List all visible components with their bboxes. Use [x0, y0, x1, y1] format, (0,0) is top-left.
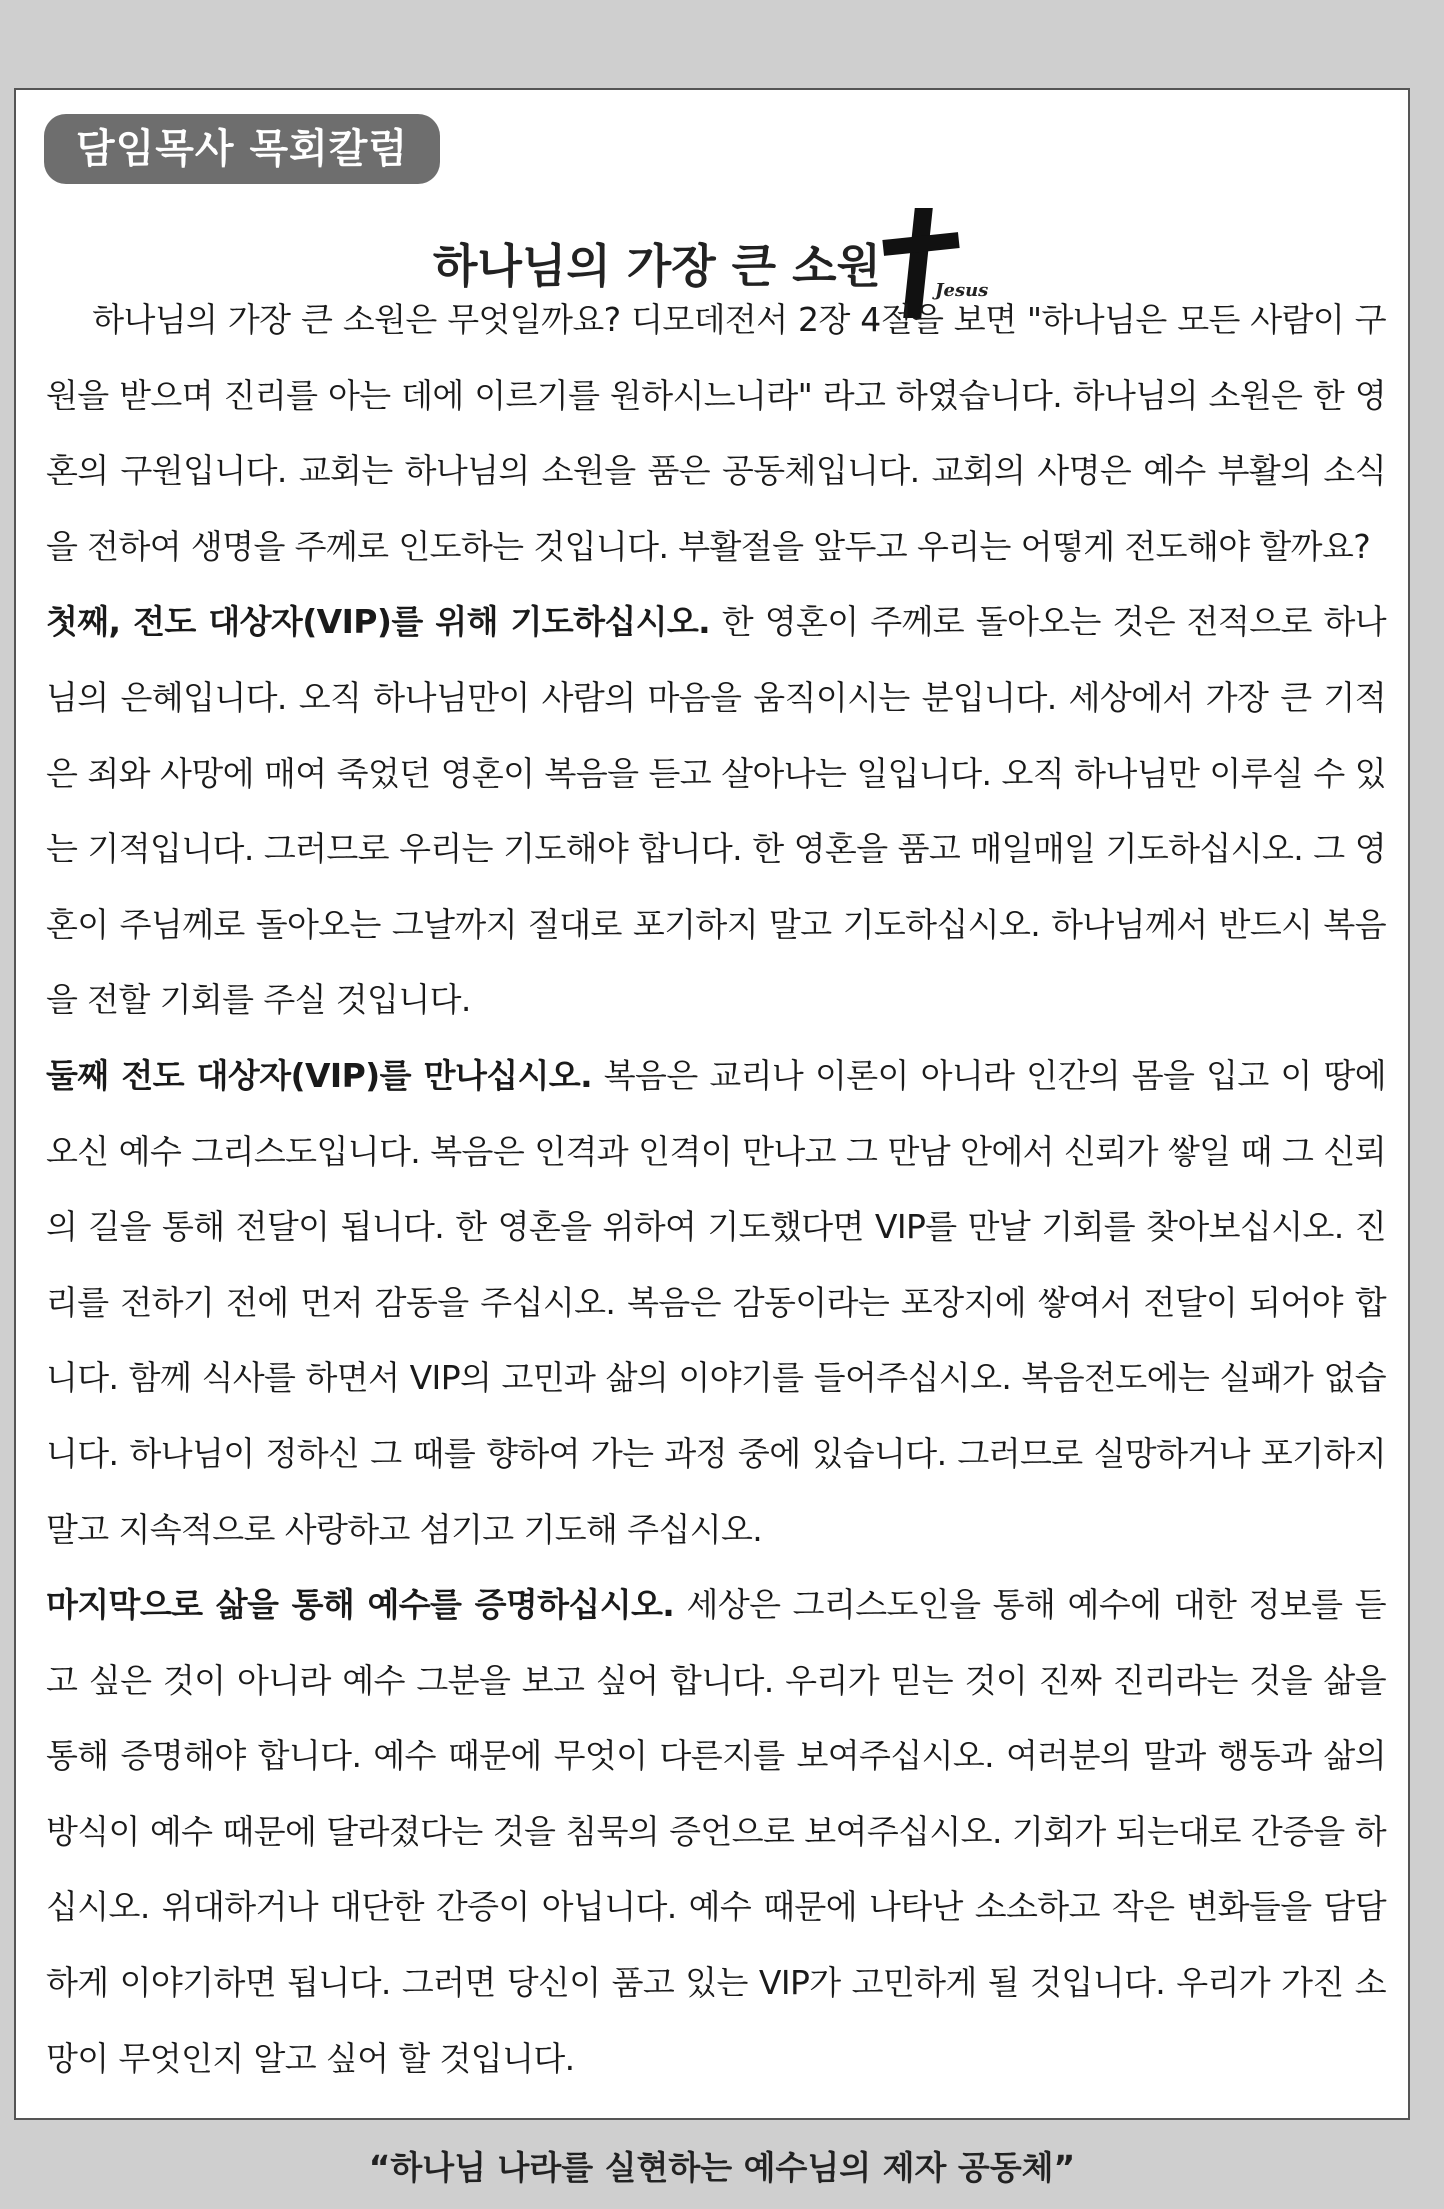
section-text-2: 복음은 교리나 이론이 아니라 인간의 몸을 입고 이 땅에 오신 예수 그리스도입니다. 복음은 인격과 인격이 만나고 그 만남 안에서 신뢰가 쌓일 때 그 신뢰의 길을 통해 전달이 됩니다. 한 영혼을 위하여 기도했다면 VIP를 만날 기회를 찾아보십시오. 진리를 전하기 전에 먼저 감동을 주십시오. 복음은 감동이라는 포장지에 쌓여서 전달이 되어야 합니다. 함께 식사를 하면서 VIP의 고민과 삶의 이야기를 들어주십시오. 복음전도에는 실패가 없습니다. 하나님이 정하신 그 때를 향하여 가는 과정 중에 있습니다. 그러므로 실망하거나 포기하지 말고 지속적으로 사랑하고 섬기고 기도해 주십시오. — [46, 1055, 1387, 1549]
section-text-3: 세상은 그리스도인을 통해 예수에 대한 정보를 듣고 싶은 것이 아니라 예수 그분을 보고 싶어 합니다. 우리가 믿는 것이 진짜 진리라는 것을 삶을 통해 증명해야 합니다. 예수 때문에 무엇이 다른지를 보여주십시오. 여러분의 말과 행동과 삶의 방식이 예수 때문에 달라졌다는 것을 침묵의 증언으로 보여주십시오. 기회가 되는대로 간증을 하십시오. 위대하거나 대단한 간증이 아닙니다. 예수 때문에 나타난 소소하고 작은 변화들을 담담하게 이야기하면 됩니다. 그러면 당신이 품고 있는 VIP가 고민하게 될 것입니다. 우리가 가진 소망이 무엇인지 알고 싶어 할 것입니다. — [46, 1585, 1386, 2078]
article-body — [46, 282, 1386, 2096]
article-title: 하나님의 가장 큰 소원 — [433, 239, 881, 293]
section-heading-3: 마지막으로 삶을 통해 예수를 증명하십시오. — [46, 1585, 675, 1625]
section-paragraph-2 — [46, 1038, 1386, 1567]
cross-label: Jesus — [934, 280, 989, 301]
section-heading-1: 첫째, 전도 대상자(VIP)를 위해 기도하십시오. — [46, 602, 711, 642]
section-text-1: 한 영혼이 주께로 돌아오는 것은 전적으로 하나님의 은혜입니다. 오직 하나님만이 사람의 마음을 움직이시는 분입니다. 세상에서 가장 큰 기적은 죄와 사망에 매여 죽었던 영혼이 복음을 듣고 살아나는 일입니다. 오직 하나님만 이루실 수 있는 기적입니다. 그러므로 우리는 기도해야 합니다. 한 영혼을 품고 매일매일 기도하십시오. 그 영혼이 주님께로 돌아오는 그날까지 절대로 포기하지 말고 기도하십시오. 하나님께서 반드시 복음을 전할 기회를 주실 것입니다. — [46, 602, 1387, 1020]
footer-motto: “하나님 나라를 실현하는 예수님의 제자 공동체” — [368, 2148, 1076, 2187]
section-paragraph-3 — [46, 1567, 1386, 2096]
column-panel — [14, 88, 1410, 2120]
section-heading-2: 둘째 전도 대상자(VIP)를 만나십시오. — [46, 1055, 593, 1095]
column-badge: 담임목사 목회칼럼 — [44, 114, 440, 184]
section-paragraph-1 — [46, 584, 1386, 1038]
intro-paragraph: 하나님의 가장 큰 소원은 무엇일까요? 디모데전서 2장 4절을 보면 "하나님은 모든 사람이 구원을 받으며 진리를 아는 데에 이르기를 원하시느니라" 라고 하였습니다. 하나님의 소원은 한 영혼의 구원입니다. 교회는 하나님의 소원을 품은 공동체입니다. 교회의 사명은 예수 부활의 소식을 전하여 생명을 주께로 인도하는 것입니다. 부활절을 앞두고 우리는 어떻게 전도해야 할까요? — [46, 300, 1386, 566]
